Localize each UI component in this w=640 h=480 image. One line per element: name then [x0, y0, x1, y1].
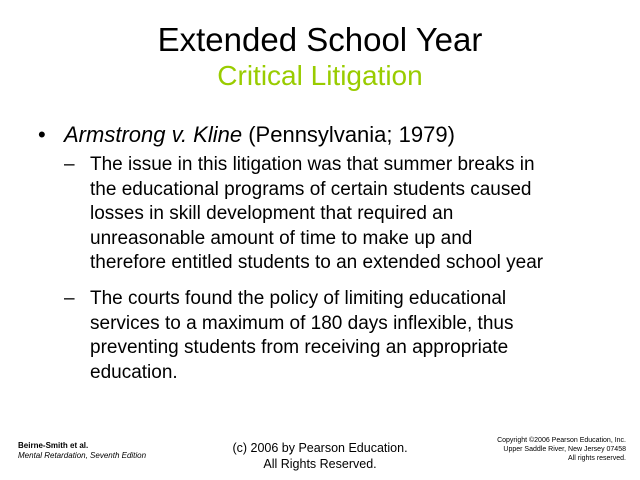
subpoint-line: The issue in this litigation was that summer breaks in: [90, 154, 535, 175]
subpoint-line: unreasonable amount of time to make up and: [90, 227, 473, 249]
footer-copyright-line: All Rights Reserved.: [263, 457, 377, 471]
subpoint-line: education.: [90, 361, 178, 383]
subpoint-text: [90, 153, 543, 276]
subpoint-line: preventing students from receiving an appropriate: [90, 337, 509, 358]
footer-publisher-line: All rights reserved.: [568, 455, 626, 462]
footer-copyright-line: (c) 2006 by Pearson Education.: [232, 441, 408, 455]
footer-book: Mental Retardation, Seventh Edition: [18, 451, 147, 460]
slide-subtitle: Critical Litigation: [217, 60, 423, 91]
slide-title: Extended School Year: [157, 21, 483, 58]
subpoint-line: The courts found the policy of limiting educational: [90, 288, 507, 309]
subpoint-line: therefore entitled students to an extended school year: [90, 252, 544, 273]
subpoint-marker: –: [64, 154, 75, 175]
case-name: Armstrong v. Kline: [64, 122, 243, 147]
subpoint-line: the educational programs of certain students caused: [90, 178, 532, 200]
footer-publisher: [426, 436, 626, 463]
subpoint-line: services to a maximum of 180 days inflexible, thus: [90, 312, 514, 334]
bullet-text: [64, 122, 455, 148]
footer-author: Beirne-Smith et al.: [18, 441, 89, 450]
footer-publisher-line: Upper Saddle River, New Jersey 07458: [503, 446, 626, 453]
subpoint-text: [90, 287, 513, 385]
footer-publisher-line: Copyright ©2006 Pearson Education, Inc.: [497, 437, 626, 444]
bullet-marker: •: [38, 122, 46, 147]
footer-copyright: [190, 440, 450, 472]
case-detail: (Pennsylvania; 1979): [242, 122, 455, 147]
subpoint-marker: –: [64, 288, 75, 309]
subpoint-line: losses in skill development that required an: [90, 203, 454, 224]
footer-source: [18, 441, 146, 461]
